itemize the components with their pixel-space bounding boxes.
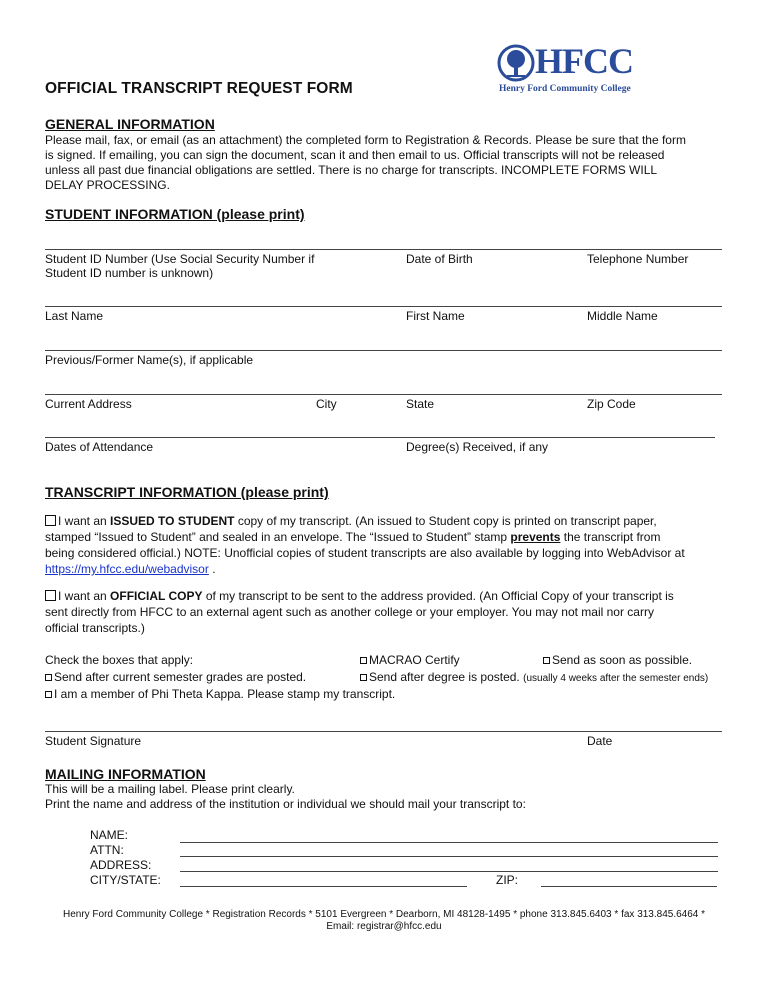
degree-note: (usually 4 weeks after the semester ends) — [523, 673, 709, 684]
previous-name-line[interactable] — [45, 350, 722, 351]
webadvisor-link[interactable]: https://my.hfcc.edu/webadvisor — [45, 562, 209, 576]
general-heading: GENERAL INFORMATION — [45, 116, 215, 132]
zip-label: Zip Code — [587, 397, 636, 411]
send-degree-checkbox[interactable] — [360, 674, 367, 681]
city-label: City — [316, 397, 337, 411]
name-line[interactable] — [45, 306, 722, 307]
hfcc-logo — [497, 42, 647, 98]
macrao-label: MACRAO Certify — [369, 653, 460, 667]
student-id-label-line2: Student ID number is unknown) — [45, 266, 214, 280]
phi-theta-label: I am a member of Phi Theta Kappa. Please stamp my transcript. — [54, 687, 396, 701]
degrees-label: Degree(s) Received, if any — [406, 440, 549, 454]
attendance-label: Dates of Attendance — [45, 440, 154, 454]
send-degree-label: Send after degree is posted. — [369, 670, 520, 684]
signature-line[interactable] — [45, 731, 722, 732]
phi-theta-option — [45, 687, 395, 701]
official-option — [45, 588, 674, 636]
send-asap-checkbox[interactable] — [543, 657, 550, 664]
mail-name-field[interactable] — [180, 842, 718, 843]
general-line: unless all past due financial obligations are settled. There is no charge for transcripts. INCOMPLETE FORMS WILL — [45, 163, 658, 177]
signature-label: Student Signature — [45, 734, 142, 748]
mail-attn-label: ATTN: — [90, 843, 124, 857]
official-text-post: of my transcript to be sent to the address provided. (An Official Copy of your transcript is — [202, 589, 674, 603]
student-heading: STUDENT INFORMATION (please print) — [45, 206, 305, 222]
attendance-line[interactable] — [45, 437, 715, 438]
mail-city-state-label: CITY/STATE: — [90, 873, 161, 887]
mailing-line2: Print the name and address of the institution or individual we should mail your transcript to: — [45, 797, 526, 811]
issued-text-post: copy of my transcript. (An issued to Student copy is printed on transcript paper, — [234, 514, 657, 528]
mail-zip-field[interactable] — [541, 886, 717, 887]
send-semester-label: Send after current semester grades are posted. — [54, 670, 307, 684]
macrao-checkbox[interactable] — [360, 657, 367, 664]
footer-email: Email: registrar@hfcc.edu — [326, 921, 442, 932]
logo-subtitle: Henry Ford Community College — [499, 84, 631, 94]
send-degree-option — [360, 670, 708, 686]
check-label: Check the boxes that apply: — [45, 653, 194, 667]
mail-attn-field[interactable] — [180, 856, 718, 857]
footer — [20, 909, 748, 933]
issued-text-bold: ISSUED TO STUDENT — [110, 514, 235, 528]
mail-address-label: ADDRESS: — [90, 858, 152, 872]
mail-city-state-field[interactable] — [180, 886, 467, 887]
address-line[interactable] — [45, 394, 722, 395]
send-asap-option — [543, 653, 692, 667]
previous-name-label: Previous/Former Name(s), if applicable — [45, 353, 254, 367]
student-id-line[interactable] — [45, 249, 722, 250]
page-title: OFFICIAL TRANSCRIPT REQUEST FORM — [45, 80, 353, 97]
tree-seal-icon — [497, 44, 535, 82]
general-line: Please mail, fax, or email (as an attachment) the completed form to Registration & Records. Please be sure that the form — [45, 133, 686, 147]
mail-zip-label: ZIP: — [496, 873, 519, 887]
mailing-instructions — [45, 782, 526, 812]
general-line: is signed. If emailing, you can sign the document, scan it and then email to us. Official transcripts will not be released — [45, 148, 665, 162]
send-asap-label: Send as soon as possible. — [552, 653, 693, 667]
state-label: State — [406, 397, 435, 411]
transcript-heading: TRANSCRIPT INFORMATION (please print) — [45, 484, 329, 500]
macrao-option — [360, 653, 460, 667]
student-id-label — [45, 252, 314, 280]
mail-address-field[interactable] — [180, 871, 718, 872]
official-line2: sent directly from HFCC to an external agent such as another college or your employer. You may not mail nor carry — [45, 605, 654, 619]
issued-checkbox[interactable] — [45, 515, 56, 526]
phone-label: Telephone Number — [587, 252, 689, 266]
issued-line3: being considered official.) NOTE: Unofficial copies of student transcripts are also available by logging into WebAdvisor at — [45, 546, 685, 560]
official-text-pre: I want an — [58, 589, 111, 603]
issued-text-pre: I want an — [58, 514, 111, 528]
date-label: Date — [587, 734, 613, 748]
first-name-label: First Name — [406, 309, 465, 323]
address-label: Current Address — [45, 397, 132, 411]
issued-option — [45, 513, 685, 577]
middle-name-label: Middle Name — [587, 309, 658, 323]
issued-line2-post: the transcript from — [560, 530, 661, 544]
official-text-bold: OFFICIAL COPY — [110, 589, 203, 603]
general-line: DELAY PROCESSING. — [45, 178, 170, 192]
issued-line2-pre: stamped “Issued to Student” and sealed in an envelope. The “Issued to Student” stamp — [45, 530, 511, 544]
official-checkbox[interactable] — [45, 590, 56, 601]
mailing-heading: MAILING INFORMATION — [45, 766, 206, 782]
dob-label: Date of Birth — [406, 252, 473, 266]
phi-theta-checkbox[interactable] — [45, 691, 52, 698]
send-semester-checkbox[interactable] — [45, 674, 52, 681]
mailing-line1: This will be a mailing label. Please print clearly. — [45, 782, 295, 796]
last-name-label: Last Name — [45, 309, 104, 323]
footer-contact: Henry Ford Community College * Registration Records * 5101 Evergreen * Dearborn, MI 48128-1495 * phone 313.845.6403 * fax 313.845.6464 * — [62, 909, 706, 920]
link-after: . — [208, 562, 216, 576]
official-line3: official transcripts.) — [45, 621, 145, 635]
logo-name: HFCC — [535, 41, 633, 81]
mail-name-label: NAME: — [90, 828, 129, 842]
send-semester-option — [45, 670, 306, 684]
issued-line2-bold: prevents — [510, 530, 561, 544]
general-paragraph — [45, 133, 686, 193]
student-id-label-line1: Student ID Number (Use Social Security Number if — [45, 252, 315, 266]
